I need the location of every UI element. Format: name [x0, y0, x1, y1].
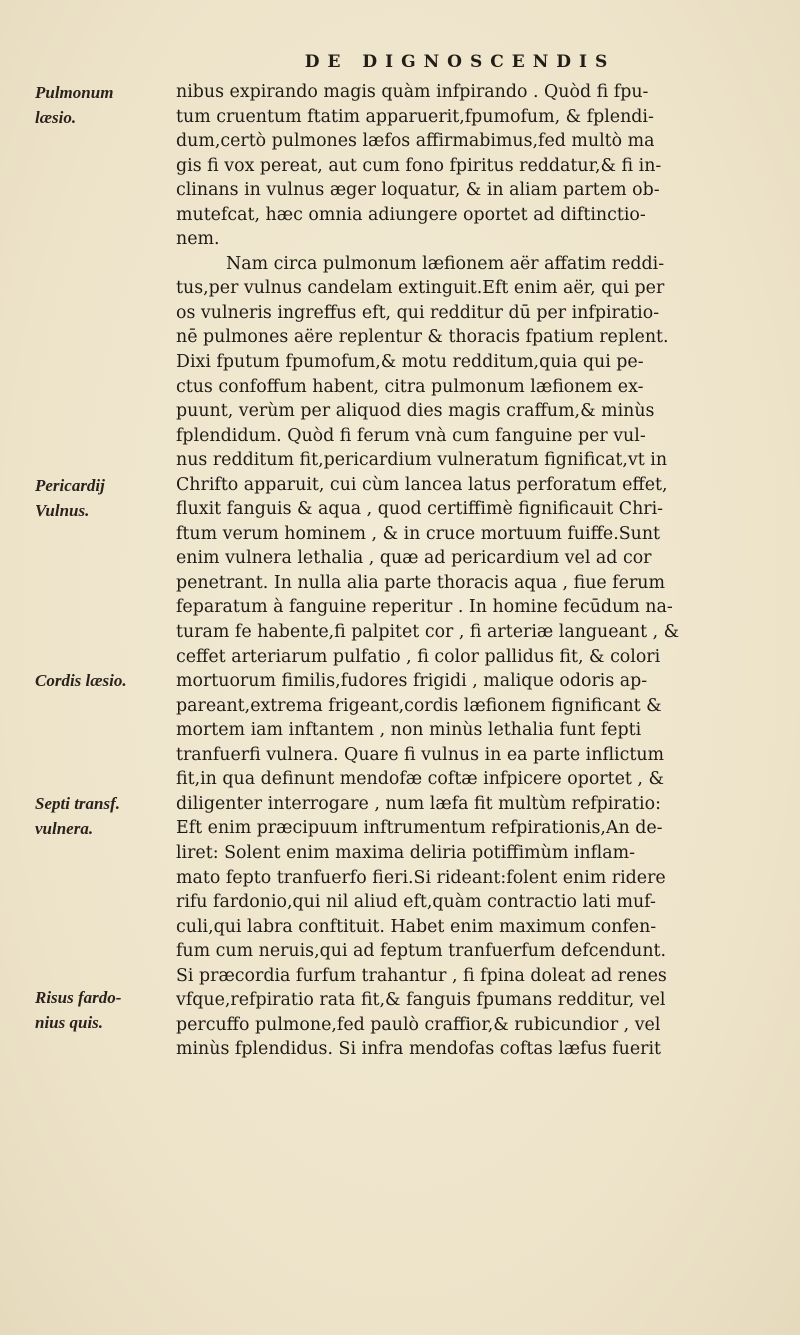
text-line: liret: Solent enim maxima deliria potiffimùm inflam-: [176, 842, 635, 863]
margin-note: [35, 473, 167, 523]
text-line: turam fe habente,fi palpitet cor , fi arteriæ langueant , &: [176, 622, 680, 643]
margin-note-line: læsio.: [35, 108, 77, 127]
running-header: DE DIGNOSCENDIS: [304, 52, 616, 72]
text-line: tranfuerfi vulnera. Quare fi vulnus in ea parte inflictum: [176, 744, 665, 765]
text-line: Chrifto apparuit, cui cùm lancea latus perforatum effet,: [176, 474, 668, 495]
text-line: culi,qui labra conftituit. Habet enim maximum confen-: [176, 916, 657, 937]
text-line: ctus confoffum habent, citra pulmonum læfionem ex-: [176, 376, 644, 397]
text-line: enim vulnera lethalia , quæ ad pericardium vel ad cor: [176, 548, 652, 569]
text-line: tum cruentum ftatim apparuerit,fpumofum, & fplendi-: [176, 106, 654, 127]
margin-note-line: Risus fardo-: [35, 988, 122, 1007]
text-line: fum cum neruis,qui ad feptum tranfuerfum defcendunt.: [176, 941, 667, 962]
text-line: fplendidum. Quòd fi ferum vnà cum fanguine per vul-: [176, 425, 646, 446]
text-line: Si præcordia furfum trahantur , fi fpina doleat ad renes: [176, 965, 667, 986]
text-line: os vulneris ingreffus eft, qui redditur dū per infpiratio-: [176, 302, 660, 323]
margin-note-line: Septi transf.: [35, 794, 121, 813]
text-line: nem.: [176, 229, 220, 250]
text-line: minùs fplendidus. Si infra mendofas coftas læfus fuerit: [176, 1039, 662, 1060]
text-line: fit,in qua definunt mendofæ coftæ infpicere oportet , &: [176, 769, 664, 790]
text-line: tus,per vulnus candelam extinguit.Eft enim aër, qui per: [176, 278, 665, 299]
margin-note-line: Pericardij: [35, 476, 105, 495]
margin-note: [35, 791, 167, 841]
text-line: nus redditum fit,pericardium vulneratum fignificat,vt in: [176, 450, 668, 471]
text-line: mortuorum fimilis,fudores frigidi , malique odoris ap-: [176, 671, 648, 692]
text-line: mortem iam inftantem , non minùs lethalia funt fepti: [176, 720, 642, 741]
text-line: gis fi vox pereat, aut cum fono fpiritus reddatur,& fi in-: [176, 155, 662, 176]
text-line: diligenter interrogare , num læfa fit multùm refpiratio:: [176, 793, 661, 814]
text-line: Eft enim præcipuum inftrumentum refpirationis,An de-: [176, 818, 663, 839]
text-line: vfque,refpiratio rata fit,& fanguis fpumans redditur, vel: [176, 990, 666, 1011]
text-line: fluxit fanguis & aqua , quod certiffimè fignificauit Chri-: [176, 499, 664, 520]
text-line: Dixi fputum fpumofum,& motu redditum,quia qui pe-: [176, 352, 644, 373]
margin-note: [35, 668, 167, 693]
text-line: nē pulmones aëre replentur & thoracis fpatium replent.: [176, 327, 669, 348]
text-line: pareant,extrema frigeant,cordis læfionem fignificant &: [176, 695, 662, 716]
text-line: mato fepto tranfuerfo fieri.Si rideant:folent enim ridere: [176, 867, 666, 888]
text-line: mutefcat, hæc omnia adiungere oportet ad diftinctio-: [176, 204, 646, 225]
text-line: dum,certò pulmones læfos affirmabimus,fed multò ma: [176, 131, 655, 152]
text-line: puunt, verùm per aliquod dies magis craffum,& minùs: [176, 401, 655, 422]
text-line: Nam circa pulmonum læfionem aër affatim reddi-: [226, 253, 665, 274]
margin-note-line: vulnera.: [35, 819, 94, 838]
margin-note-line: Vulnus.: [35, 501, 90, 520]
margin-note: [35, 80, 167, 130]
text-line: penetrant. In nulla alia parte thoracis aqua , fiue ferum: [176, 572, 665, 593]
margin-note-line: nius quis.: [35, 1013, 104, 1032]
margin-note: [35, 985, 167, 1035]
text-line: nibus expirando magis quàm infpirando . Quòd fi fpu-: [176, 82, 649, 102]
margin-note-line: Cordis læsio.: [35, 671, 127, 690]
body-text: [176, 80, 766, 1062]
text-line: ceffet arteriarum pulfatio , fi color pallidus fit, & colori: [176, 646, 661, 667]
text-line: clinans in vulnus æger loquatur, & in aliam partem ob-: [176, 180, 660, 201]
text-line: rifu fardonio,qui nil aliud eft,quàm contractio lati muf-: [176, 892, 656, 913]
margin-note-line: Pulmonum: [35, 83, 114, 102]
text-line: feparatum à fanguine reperitur . In homine fecūdum na-: [176, 597, 673, 618]
text-line: ftum verum hominem , & in cruce mortuum fuiffe.Sunt: [176, 523, 661, 544]
text-line: percuffo pulmone,fed paulò craffior,& rubicundior , vel: [176, 1014, 661, 1035]
